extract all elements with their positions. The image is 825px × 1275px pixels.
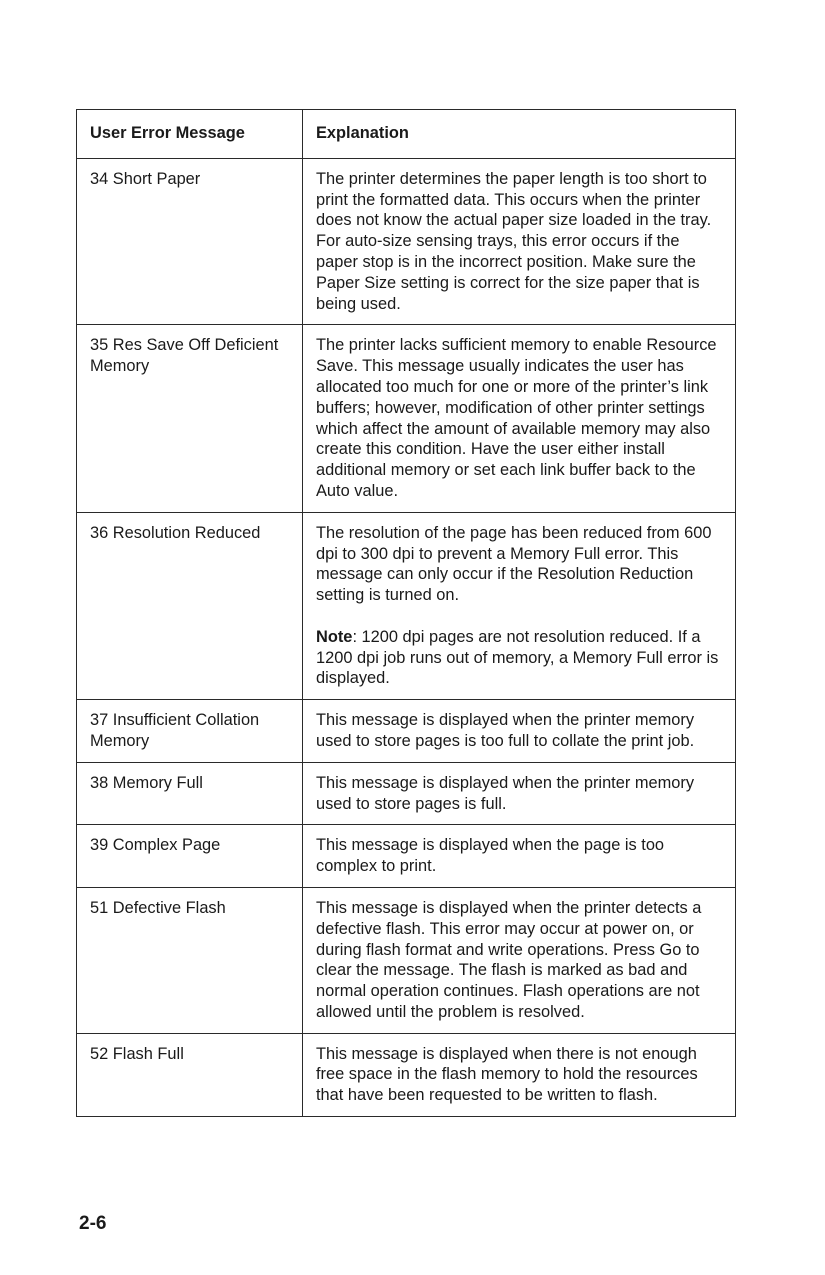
explanation-cell: This message is displayed when there is not enough free space in the flash memory to hold the resources that have been requested to be written to flash. (303, 1033, 736, 1116)
explanation-cell: The printer determines the paper length is too short to print the formatted data. This occurs when the printer does not know the actual paper size loaded in the tray. For auto-size sensing trays, this error occurs if the paper stop is in the incorrect position. Make sure the Paper Size setting is correct for the size paper that is being used. (303, 158, 736, 325)
page-number: 2-6 (79, 1213, 107, 1234)
table-row (77, 1033, 736, 1116)
note-text: : 1200 dpi pages are not resolution reduced. If a 1200 dpi job runs out of memory, a Memory Full error is displayed. (316, 627, 719, 688)
explanation-cell: This message is displayed when the page is too complex to print. (303, 825, 736, 888)
error-message-cell: 34 Short Paper (77, 158, 303, 325)
explanation-cell: The printer lacks sufficient memory to enable Resource Save. This message usually indicates the user has allocated too much for one or more of the printer’s link buffers; however, modification of other printer settings which affect the amount of available memory may also create this condition. Have the user either install additional memory or set each link buffer back to the Auto value. (303, 325, 736, 512)
error-message-cell: 35 Res Save Off Deficient Memory (77, 325, 303, 512)
explanation-cell: This message is displayed when the printer memory used to store pages is full. (303, 762, 736, 825)
error-message-cell: 36 Resolution Reduced (77, 512, 303, 699)
table-row (77, 887, 736, 1033)
table-row (77, 700, 736, 763)
header-user-error-message: User Error Message (77, 110, 303, 159)
error-message-cell: 51 Defective Flash (77, 887, 303, 1033)
explanation-cell: This message is displayed when the printer memory used to store pages is too full to collate the print job. (303, 700, 736, 763)
error-message-cell: 37 Insufficient Collation Memory (77, 700, 303, 763)
header-explanation: Explanation (303, 110, 736, 159)
error-message-cell: 38 Memory Full (77, 762, 303, 825)
explanation-text: The resolution of the page has been reduced from 600 dpi to 300 dpi to prevent a Memory Full error. This message can only occur if the Resolution Reduction setting is turned on. (316, 523, 712, 605)
table-header-row (77, 110, 736, 159)
error-message-cell: 39 Complex Page (77, 825, 303, 888)
table-row (77, 762, 736, 825)
explanation-cell: This message is displayed when the printer detects a defective flash. This error may occur at power on, or during flash format and write operations. Press Go to clear the message. The flash is marked as bad and normal operation continues. Flash operations are not allowed until the problem is resolved. (303, 887, 736, 1033)
explanation-cell (303, 512, 736, 699)
error-message-table (76, 109, 736, 1117)
note-paragraph (316, 627, 725, 689)
table-row (77, 325, 736, 512)
table-row (77, 158, 736, 325)
table-row (77, 825, 736, 888)
note-label: Note (316, 627, 353, 646)
error-message-cell: 52 Flash Full (77, 1033, 303, 1116)
table-row (77, 512, 736, 699)
